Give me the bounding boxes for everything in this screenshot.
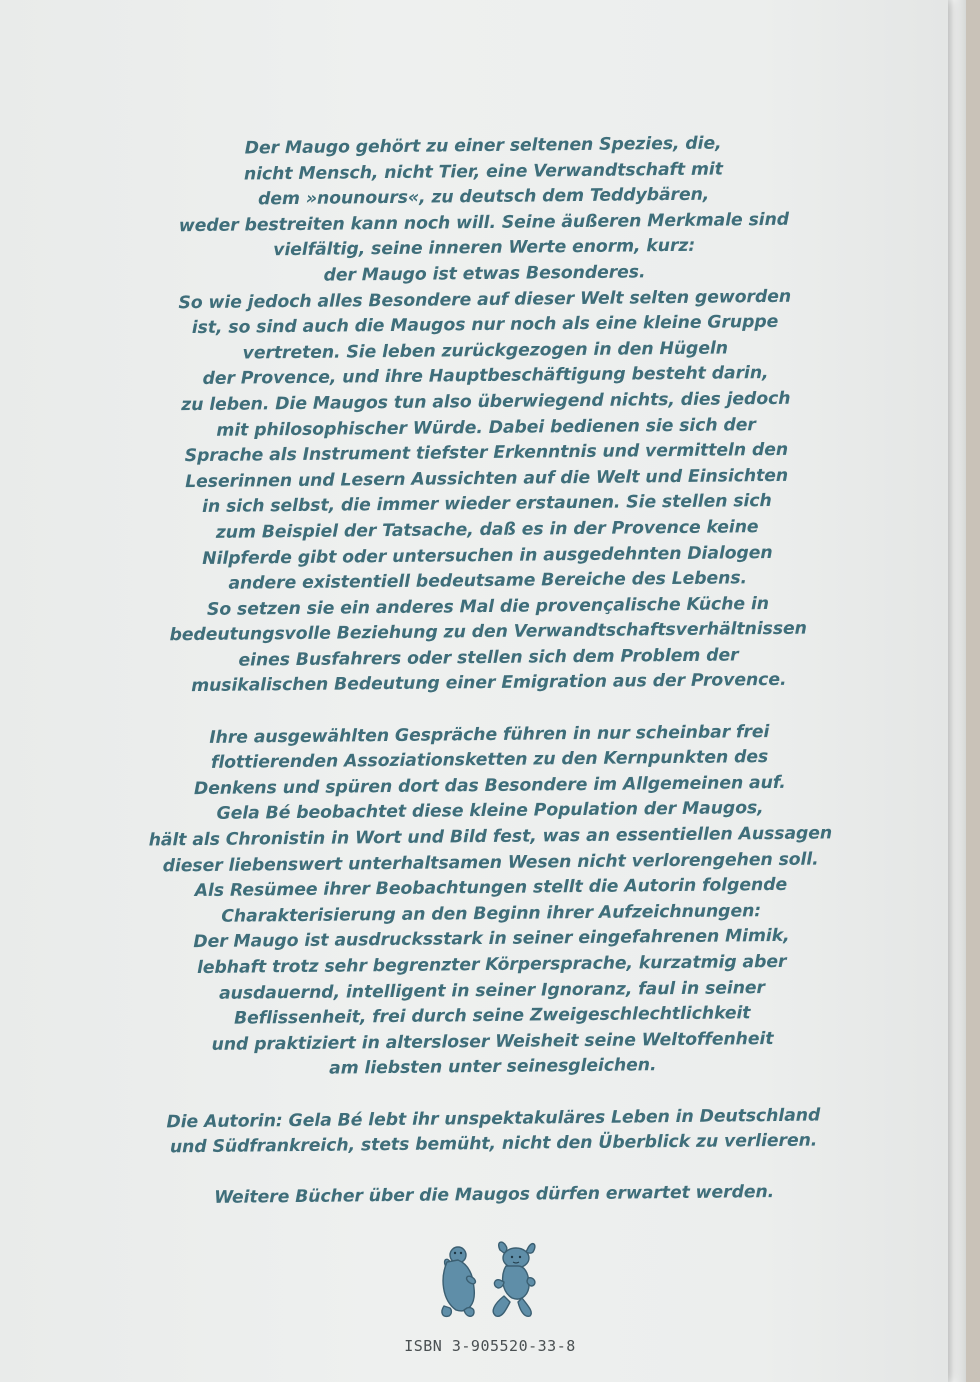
blurb-line: Denkens und spüren dort das Besondere im Allgemeinen auf. xyxy=(193,772,786,799)
blurb-line: flottierenden Assoziationsketten zu den Kernpunkten des xyxy=(210,747,769,774)
blurb-line: Sprache als Instrument tiefster Erkenntnis und vermitteln den xyxy=(184,439,789,467)
maugo-figures-illustration xyxy=(434,1240,546,1326)
isbn-number: ISBN 3-905520-33-8 xyxy=(404,1337,576,1355)
blurb-line: Gela Bé beobachtet diese kleine Population der Maugos, xyxy=(216,798,764,825)
blurb-line: lebhaft trotz sehr begrenzter Körpersprache, kurzatmig aber xyxy=(196,951,787,979)
blurb-line: zu leben. Die Maugos tun also überwiegend nichts, dies jedoch xyxy=(181,388,791,416)
blurb-line: So wie jedoch alles Besondere auf dieser Welt selten geworden xyxy=(178,286,792,313)
blurb-line: vielfältig, seine inneren Werte enorm, kurz: xyxy=(273,236,696,261)
blurb-line: weder bestreiten kann noch will. Seine äußeren Merkmale sind xyxy=(178,209,790,236)
blurb-line: Beflissenheit, frei durch seine Zweigeschlechtlichkeit xyxy=(233,1003,751,1029)
blurb-line: dieser liebenswert unterhaltsamen Wesen nicht verlorengehen soll. xyxy=(162,849,819,877)
blurb-line: Als Resümee ihrer Beobachtungen stellt die Autorin folgende xyxy=(194,875,788,902)
blurb-line: am liebsten unter seinesgleichen. xyxy=(328,1055,657,1080)
blurb-line: der Provence, und ihre Hauptbeschäftigung besteht darin, xyxy=(202,363,769,390)
blurb-line: zum Beispiel der Tatsache, daß es in der Provence keine xyxy=(215,517,759,543)
blurb-line: Charakterisierung an den Beginn ihrer Aufzeichnungen: xyxy=(221,900,762,927)
blurb-line: in sich selbst, die immer wieder erstaunen. Sie stellen sich xyxy=(201,491,772,518)
blurb-line: bedeutungsvolle Beziehung zu den Verwandtschaftsverhältnissen xyxy=(169,618,807,646)
blurb-line: dem »nounours«, zu deutsch dem Teddybären, xyxy=(257,184,710,210)
blurb-line: musikalischen Bedeutung einer Emigration aus der Provence. xyxy=(191,670,787,697)
left-maugo-figure xyxy=(442,1247,477,1316)
blurb-line: So setzen sie ein anderes Mal die provençalische Küche in xyxy=(206,593,770,620)
blurb-line: und Südfrankreich, stets bemüht, nicht den Überblick zu verlieren. xyxy=(169,1130,818,1158)
blurb-line: ist, so sind auch die Maugos nur noch als eine kleine Gruppe xyxy=(191,312,779,339)
blurb-line: Der Maugo gehört zu einer seltenen Spezies, die, xyxy=(244,133,722,159)
blurb-line: ausdauernd, intelligent in seiner Ignoranz, faul in seiner xyxy=(218,977,766,1004)
blurb-line: andere existentiell bedeutsame Bereiche des Lebens. xyxy=(228,568,748,594)
blurb-line: nicht Mensch, nicht Tier, eine Verwandtschaft mit xyxy=(243,159,723,185)
blurb-line: eines Busfahrers oder stellen sich dem Problem der xyxy=(238,645,739,671)
blurb-line: und praktiziert in altersloser Weisheit seine Weltoffenheit xyxy=(211,1028,774,1055)
blurb-line: mit philosophischer Würde. Dabei bedienen sie sich der xyxy=(216,414,756,441)
blurb-line: vertreten. Sie leben zurückgezogen in den Hügeln xyxy=(242,338,729,364)
blurb-line: Weitere Bücher über die Maugos dürfen erwartet werden. xyxy=(214,1182,775,1209)
blurb-line: Leserinnen und Lesern Aussichten auf die Welt und Einsichten xyxy=(185,465,789,492)
blurb-line: der Maugo ist etwas Besonderes. xyxy=(323,262,646,286)
blurb-line: Ihre ausgewählten Gespräche führen in nur scheinbar frei xyxy=(209,721,770,748)
blurb-line: Nilpferde gibt oder untersuchen in ausgedehnten Dialogen xyxy=(202,542,773,569)
right-maugo-figure xyxy=(493,1242,535,1316)
blurb-line: Der Maugo ist ausdrucksstark in seiner eingefahrenen Mimik, xyxy=(193,926,790,953)
blurb-text xyxy=(80,130,897,1213)
blurb-line: Die Autorin: Gela Bé lebt ihr unspektakuläres Leben in Deutschland xyxy=(166,1105,821,1132)
blurb-line: hält als Chronistin in Wort und Bild fest, was an essentiellen Aussagen xyxy=(148,823,833,851)
